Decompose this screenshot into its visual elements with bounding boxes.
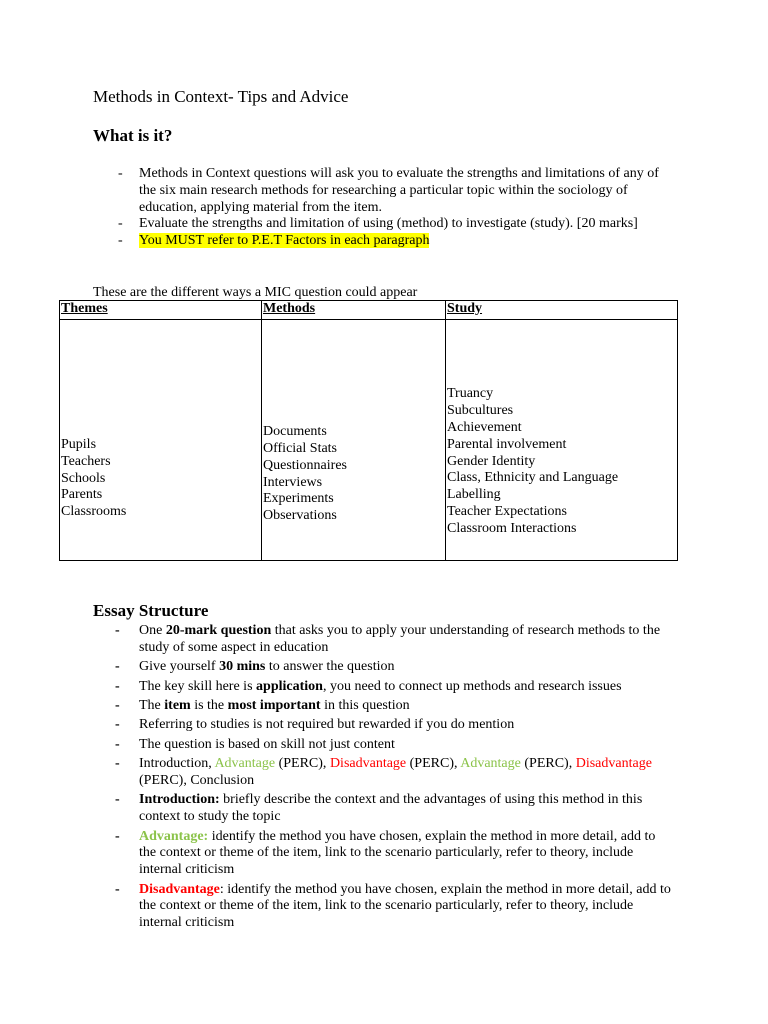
- list-dash: -: [115, 881, 120, 897]
- text: The: [139, 697, 165, 713]
- list-item: [115, 659, 675, 676]
- text: that asks you to apply your understanding of research methods to the study of some aspect in education: [139, 623, 661, 655]
- themes-cell: [60, 320, 262, 561]
- header-methods: Methods: [262, 301, 446, 320]
- bold-text: 30 mins: [219, 659, 266, 675]
- bold-text: item: [164, 697, 191, 713]
- table-header-row: [60, 301, 678, 320]
- text: (PERC),: [520, 756, 576, 772]
- cell-line: Parents: [61, 487, 103, 503]
- list-item-text: Methods in Context questions will ask you to evaluate the strengths and limitations of any of the six main research methods for researching a particular topic within the sociology of education, applying material from the item.: [139, 166, 659, 215]
- essay-structure-heading: Essay Structure: [93, 601, 209, 620]
- study-cell: [446, 320, 678, 561]
- list-dash: -: [115, 678, 120, 694]
- cell-line: Interviews: [263, 474, 323, 490]
- bold-text: Introduction:: [139, 792, 220, 808]
- list-item: [118, 166, 678, 216]
- list-item: [115, 882, 675, 932]
- list-item: [115, 829, 675, 879]
- cell-line: Gender Identity: [447, 453, 536, 469]
- mic-table: [59, 300, 678, 561]
- list-item: [115, 792, 675, 826]
- cell-line: Documents: [263, 424, 327, 440]
- cell-line: Parental involvement: [447, 436, 567, 452]
- header-study: Study: [446, 301, 678, 320]
- bold-text: application: [256, 678, 323, 694]
- cell-line: Experiments: [263, 491, 334, 507]
- highlighted-text: You MUST refer to P.E.T Factors in each paragraph: [139, 233, 430, 249]
- text: , you need to connect up methods and research issues: [322, 678, 622, 694]
- advantage-text: Advantage: [214, 756, 276, 772]
- list-item-text: Evaluate the strengths and limitation of using (method) to investigate (study). [20 marks]: [139, 216, 638, 232]
- bold-text: 20-mark question: [165, 623, 272, 638]
- cell-line: Teacher Expectations: [447, 503, 567, 519]
- list-dash: -: [115, 717, 120, 733]
- list-item: [118, 216, 678, 233]
- table-row: [60, 320, 678, 561]
- cell-line: Subcultures: [447, 403, 514, 419]
- cell-line: Classrooms: [61, 504, 127, 520]
- cell-line: Questionnaires: [263, 457, 347, 473]
- text: The key skill here is: [139, 678, 257, 694]
- document-title: Methods in Context- Tips and Advice: [93, 87, 349, 106]
- list-dash: -: [118, 166, 123, 181]
- disadvantage-text: Disadvantage: [575, 756, 652, 772]
- text: One: [139, 623, 166, 638]
- list-item: [115, 717, 675, 734]
- list-item: [115, 698, 675, 715]
- list-dash: -: [115, 792, 120, 808]
- list-dash: -: [118, 233, 123, 249]
- text: briefly describe the context and the advantages of using this method in this context to study the topic: [139, 792, 643, 825]
- advantage-label: Advantage:: [139, 828, 209, 844]
- cell-line: Truancy: [447, 386, 494, 402]
- list-dash: -: [115, 623, 120, 638]
- cell-line: Achievement: [447, 420, 522, 435]
- text: (PERC), Conclusion: [139, 772, 255, 788]
- text: (PERC),: [275, 756, 330, 772]
- cell-line: Teachers: [61, 453, 111, 469]
- text: The question is based on skill not just content: [139, 736, 395, 752]
- disadvantage-text: Disadvantage: [329, 756, 407, 772]
- essay-structure-list: [115, 623, 675, 934]
- cell-line: Pupils: [61, 437, 97, 452]
- text: to answer the question: [265, 659, 395, 675]
- list-dash: -: [118, 216, 123, 232]
- list-dash: -: [115, 697, 120, 713]
- text: : identify the method you have chosen, explain the method in more detail, add to the context or theme of the item, link to the scenario particularly, refer to theory, include internal criticism: [139, 881, 671, 931]
- cell-line: Schools: [61, 470, 106, 486]
- list-item: [115, 679, 675, 696]
- what-is-it-heading: What is it?: [93, 126, 173, 145]
- header-themes: Themes: [60, 301, 262, 320]
- list-item: [118, 233, 678, 250]
- list-dash: -: [115, 736, 120, 752]
- text: Give yourself: [139, 659, 220, 675]
- text: identify the method you have chosen, explain the method in more detail, add to the context or theme of the item, link to the scenario particularly, refer to theory, include internal criticism: [139, 828, 656, 878]
- cell-line: Official Stats: [263, 440, 338, 456]
- list-dash: -: [115, 756, 120, 772]
- cell-line: Labelling: [447, 487, 501, 503]
- text: in this question: [320, 697, 410, 713]
- disadvantage-label: Disadvantage: [139, 881, 220, 897]
- list-item: [115, 623, 675, 657]
- bold-text: most important: [227, 697, 321, 713]
- text: is the: [190, 697, 228, 713]
- list-item: [115, 737, 675, 754]
- cell-line: Class, Ethnicity and Language: [447, 470, 619, 486]
- table-intro-text: These are the different ways a MIC question could appear: [93, 285, 418, 300]
- list-dash: -: [115, 828, 120, 844]
- text: (PERC),: [406, 756, 461, 772]
- list-item: [115, 756, 675, 790]
- text: Introduction,: [139, 756, 215, 772]
- advantage-text: Advantage: [460, 756, 521, 772]
- cell-line: Observations: [263, 508, 337, 524]
- methods-cell: [262, 320, 446, 561]
- what-is-it-list: [118, 166, 678, 250]
- cell-line: Classroom Interactions: [447, 520, 577, 536]
- list-dash: -: [115, 659, 120, 675]
- text: Referring to studies is not required but rewarded if you do mention: [139, 717, 515, 733]
